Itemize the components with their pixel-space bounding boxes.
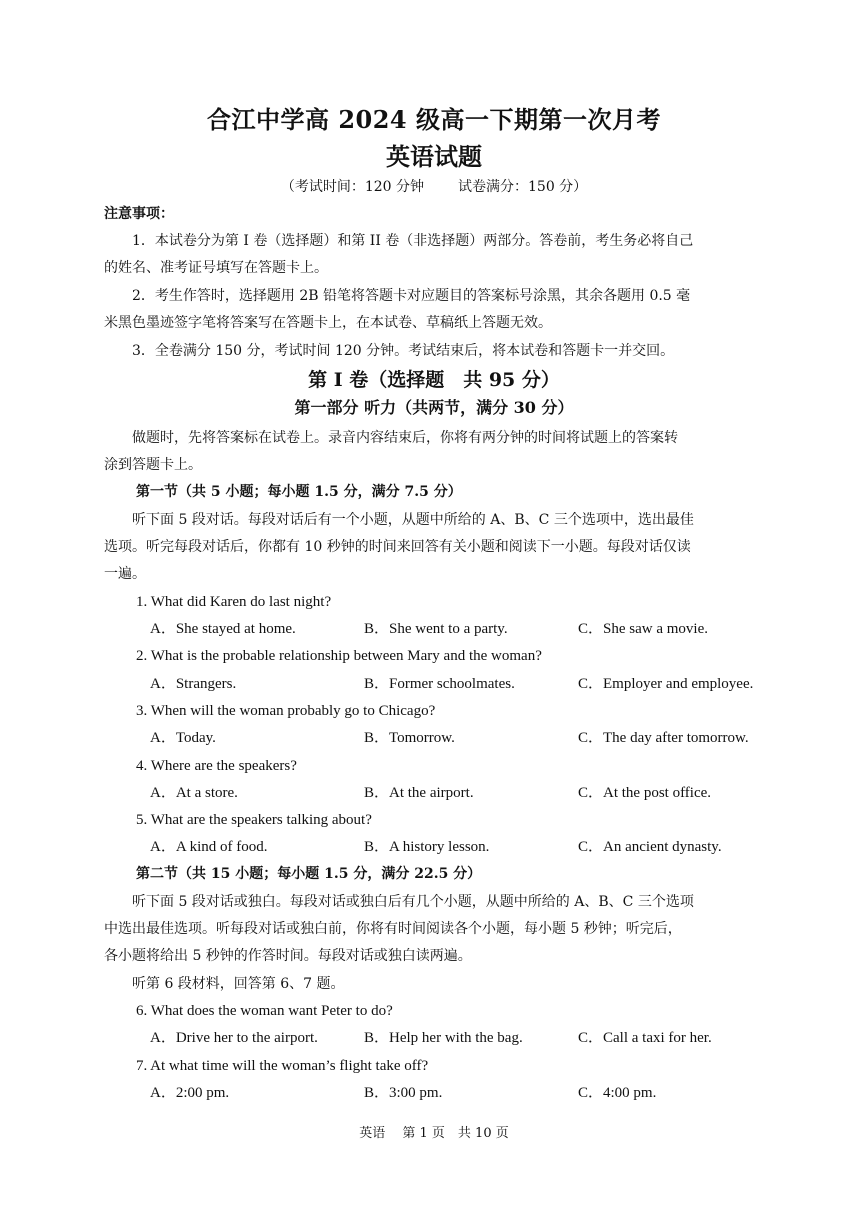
option-c: C．An ancient dynasty. [578, 839, 722, 855]
option-c: C．Call a taxi for her. [578, 1030, 712, 1046]
question-3: 3. When will the woman probably go to Chicago? [136, 703, 436, 719]
option-c: C．She saw a movie. [578, 621, 708, 637]
exam-title: 合江中学高 2024 级高一下期第一次月考 [206, 105, 661, 134]
option-a: A．2:00 pm. [150, 1085, 230, 1101]
section1-intro: 一遍。 [104, 566, 146, 582]
option-b: B．She went to a party. [364, 621, 508, 637]
option-a: A．Strangers. [150, 676, 237, 692]
option-b: B．At the airport. [364, 785, 474, 801]
part1-intro: 做题时，先将答案标在试卷上。录音内容结束后，你将有两分钟的时间将试题上的答案转 [132, 430, 678, 446]
option-c: C．The day after tomorrow. [578, 730, 749, 746]
full-score: 试卷满分：150 分） [458, 179, 588, 195]
exam-subtitle: 英语试题 [386, 142, 482, 171]
option-a: A．At a store. [150, 785, 238, 801]
option-b: B．A history lesson. [364, 839, 490, 855]
option-b: B．Help her with the bag. [364, 1030, 523, 1046]
option-a: A．Drive her to the airport. [150, 1030, 318, 1046]
section2-intro: 各小题将给出 5 秒钟的作答时间。每段对话或独白读两遍。 [104, 948, 472, 964]
option-c: C．Employer and employee. [578, 676, 754, 692]
question-2: 2. What is the probable relationship between Mary and the woman? [136, 648, 542, 664]
section1-intro: 选项。听完每段对话后，你都有 10 秒钟的时间来回答有关小题和阅读下一小题。每段对话仅读 [104, 539, 691, 555]
section2-intro: 听下面 5 段对话或独白。每段对话或独白后有几个小题，从题中所给的 A、B、C 三个选项 [132, 894, 694, 910]
section1-intro: 听下面 5 段对话。每段对话后有一个小题，从题中所给的 A、B、C 三个选项中，选出最佳 [132, 512, 694, 528]
notice-line: 3．全卷满分 150 分，考试时间 120 分钟。考试结束后，将本试卷和答题卡一并交回。 [132, 343, 675, 359]
part1-heading: 第一部分 听力（共两节，满分 30 分） [294, 398, 574, 417]
option-b: B．Tomorrow. [364, 730, 455, 746]
volume-heading: 第 I 卷（选择题 共 95 分） [308, 369, 560, 391]
question-6: 6. What does the woman want Peter to do? [136, 1003, 393, 1019]
option-a: A．A kind of food. [150, 839, 268, 855]
section1-heading: 第一节（共 5 小题；每小题 1.5 分，满分 7.5 分） [136, 484, 462, 500]
option-c: C．4:00 pm. [578, 1085, 657, 1101]
option-b: B．Former schoolmates. [364, 676, 515, 692]
notice-line: 米黑色墨迹签字笔将答案写在答题卡上，在本试卷、草稿纸上答题无效。 [104, 315, 552, 331]
section2-intro: 中选出最佳选项。听每段对话或独白前，你将有时间阅读各个小题，每小题 5 秒钟；听完后， [104, 921, 682, 937]
notice-line: 2．考生作答时，选择题用 2B 铅笔将答题卡对应题目的答案标号涂黑，其余各题用 0.5 毫 [132, 288, 691, 304]
option-a: A．Today. [150, 730, 216, 746]
question-5: 5. What are the speakers talking about? [136, 812, 372, 828]
option-c: C．At the post office. [578, 785, 712, 801]
question-4: 4. Where are the speakers? [136, 758, 297, 774]
option-a: A．She stayed at home. [150, 621, 296, 637]
notice-line: 1．本试卷分为第 I 卷（选择题）和第 II 卷（非选择题）两部分。答卷前，考生务必将自己 [132, 233, 694, 249]
question-1: 1. What did Karen do last night? [136, 594, 332, 610]
question-7: 7. At what time will the woman’s flight take off? [136, 1058, 429, 1074]
option-b: B．3:00 pm. [364, 1085, 443, 1101]
part1-intro: 涂到答题卡上。 [104, 457, 202, 473]
exam-info [0, 176, 868, 196]
notice-heading: 注意事项： [104, 206, 174, 222]
page-footer: 英语 第 1 页 共 10 页 [359, 1126, 509, 1141]
exam-time: （考试时间：120 分钟 [280, 179, 424, 195]
section2-heading: 第二节（共 15 小题；每小题 1.5 分，满分 22.5 分） [136, 866, 482, 882]
material-6-note: 听第 6 段材料，回答第 6、7 题。 [132, 976, 345, 992]
notice-line: 的姓名、准考证号填写在答题卡上。 [104, 260, 328, 276]
